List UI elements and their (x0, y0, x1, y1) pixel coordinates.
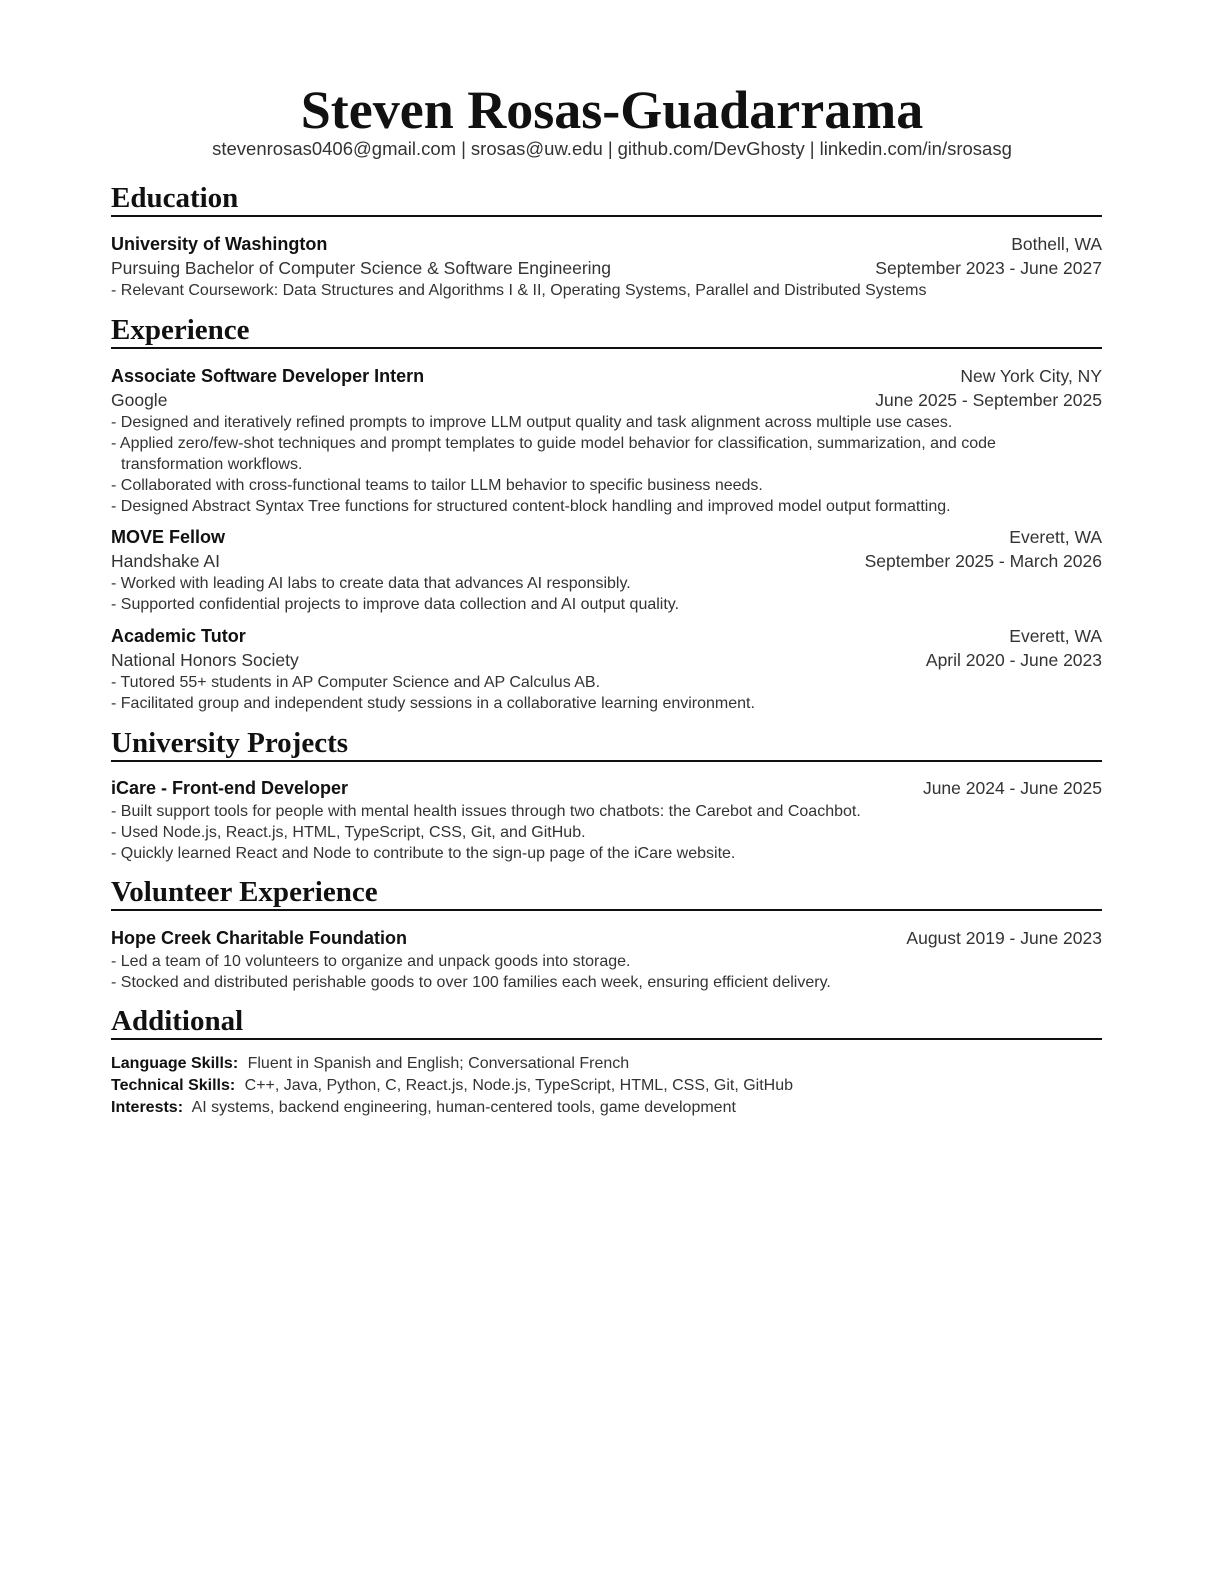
bullet-item: - Relevant Coursework: Data Structures and Algorithms I & II, Operating Systems, Parallel and Distributed Systems (111, 282, 927, 299)
volunteer-section (111, 876, 1102, 911)
contact-linkedin: linkedin.com/in/srosasg (819, 138, 1012, 159)
degree: Pursuing Bachelor of Computer Science & Software Engineering (111, 257, 611, 278)
job-role: Associate Software Developer Intern (111, 366, 425, 386)
bullet-item: - Worked with leading AI labs to create data that advances AI responsibly. (111, 575, 631, 592)
job-location: Everett, WA (1009, 626, 1102, 646)
job-dates: April 2020 - June 2023 (925, 649, 1102, 670)
job-location: Everett, WA (1009, 527, 1102, 547)
skill-row (111, 1075, 1102, 1097)
project-dates: June 2024 - June 2025 (922, 778, 1102, 798)
contact-github: github.com/DevGhosty (617, 138, 805, 159)
job-location: New York City, NY (960, 366, 1102, 386)
education-section (111, 182, 1102, 217)
skill-value: C++, Java, Python, C, React.js, Node.js, TypeScript, HTML, CSS, Git, GitHub (244, 1077, 794, 1094)
job-dates: June 2025 - September 2025 (875, 389, 1102, 410)
bullet-item: - Facilitated group and independent study sessions in a collaborative learning environment. (111, 695, 755, 712)
resume-name: Steven Rosas-Guadarrama (300, 80, 924, 140)
job-role: MOVE Fellow (111, 527, 226, 547)
skill-row (111, 1053, 1102, 1075)
bullet-item: - Supported confidential projects to improve data collection and AI output quality. (111, 596, 680, 613)
education-heading: Education (111, 182, 1102, 217)
volunteer-dates: August 2019 - June 2023 (906, 928, 1102, 948)
contact-separator: | (607, 138, 613, 159)
experience-heading: Experience (111, 314, 1102, 349)
school-location: Bothell, WA (1011, 234, 1102, 254)
bullet-item: - Led a team of 10 volunteers to organize and unpack goods into storage. (111, 952, 631, 970)
skill-value: AI systems, backend engineering, human-centered tools, game development (191, 1099, 736, 1116)
bullet-item: - Designed and iteratively refined prompts to improve LLM output quality and task alignment across multiple use cases. (111, 414, 953, 431)
skill-label: Language Skills: (111, 1055, 239, 1072)
job-company: National Honors Society (111, 649, 299, 670)
bullet-item: - Applied zero/few-shot techniques and prompt templates to guide model behavior for classification, summarization, and code transformation workflows. (111, 435, 996, 473)
contact-email-school: srosas@uw.edu (470, 138, 603, 159)
job-company: Google (111, 389, 168, 410)
project-name: iCare - Front-end Developer (111, 778, 349, 798)
education-entry (111, 233, 1102, 301)
job-dates: September 2025 - March 2026 (864, 550, 1102, 571)
school-name: University of Washington (111, 234, 328, 254)
job-entry (111, 625, 1102, 714)
contact-email-personal: stevenrosas0406@gmail.com (212, 138, 457, 159)
experience-section (111, 314, 1102, 349)
additional-section (111, 1005, 1102, 1040)
bullet-item: - Tutored 55+ students in AP Computer Science and AP Calculus AB. (111, 674, 601, 691)
bullet-item: - Designed Abstract Syntax Tree functions for structured content-block handling and improved model output formatting. (111, 498, 951, 515)
additional-list (111, 1053, 1102, 1119)
volunteer-heading: Volunteer Experience (111, 876, 1102, 911)
job-company: Handshake AI (111, 550, 220, 571)
job-entry (111, 365, 1102, 517)
job-entry (111, 526, 1102, 615)
education-dates: September 2023 - June 2027 (875, 257, 1102, 278)
skill-value: Fluent in Spanish and English; Conversational French (247, 1055, 630, 1072)
skill-row (111, 1097, 1102, 1119)
bullet-item: - Used Node.js, React.js, HTML, TypeScript, CSS, Git, and GitHub. (111, 823, 586, 841)
skill-label: Interests: (111, 1099, 184, 1116)
bullet-item: - Collaborated with cross-functional teams to tailor LLM behavior to specific business needs. (111, 477, 763, 494)
job-role: Academic Tutor (111, 626, 246, 646)
contact-line (0, 137, 1224, 161)
contact-separator: | (461, 138, 466, 159)
contact-separator: | (809, 138, 815, 159)
volunteer-org: Hope Creek Charitable Foundation (111, 928, 408, 948)
skill-label: Technical Skills: (111, 1077, 236, 1094)
additional-heading: Additional (111, 1005, 1102, 1040)
projects-heading: University Projects (111, 727, 1102, 762)
project-entry (111, 777, 1102, 864)
volunteer-entry (111, 927, 1102, 993)
projects-section (111, 727, 1102, 762)
bullet-item: - Built support tools for people with mental health issues through two chatbots: the Carebot and Coachbot. (111, 802, 861, 820)
bullet-item: - Stocked and distributed perishable goods to over 100 families each week, ensuring efficient delivery. (111, 973, 831, 991)
bullet-item: - Quickly learned React and Node to contribute to the sign-up page of the iCare website. (111, 844, 736, 862)
